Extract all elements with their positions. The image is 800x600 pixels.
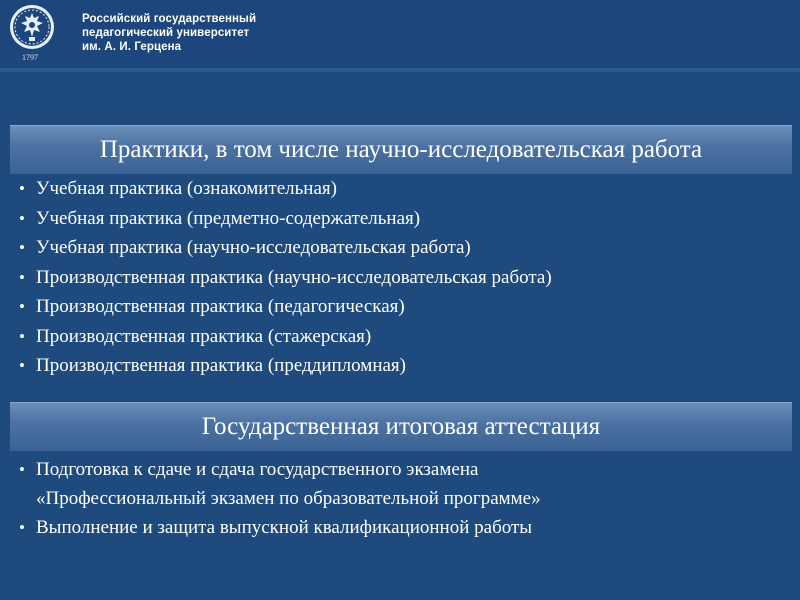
list-item-text: Производственная практика (научно-исследовательская работа) xyxy=(36,266,552,288)
list-item-text: Производственная практика (преддипломная) xyxy=(36,355,406,376)
bullet-icon: • xyxy=(19,297,25,316)
university-name-line: им. А. И. Герцена xyxy=(82,41,182,53)
bullet-icon: • xyxy=(19,460,25,479)
bullet-icon: • xyxy=(19,267,25,287)
university-name xyxy=(82,12,256,54)
list-item xyxy=(10,513,792,542)
list-item xyxy=(10,233,792,263)
list-item-text: Производственная практика (стажерская) xyxy=(36,325,372,347)
list-item xyxy=(10,292,792,322)
list-item xyxy=(10,455,792,513)
list-item-text: Выполнение и защита выпускной квалификационной работы xyxy=(36,517,533,538)
list-item xyxy=(10,322,792,352)
list-item-text: «Профессиональный экзамен по образовательной программе» xyxy=(36,488,541,509)
logo-year: 1797 xyxy=(22,53,38,62)
list-item xyxy=(10,263,792,293)
list-item xyxy=(10,204,792,234)
bullet-icon: • xyxy=(19,326,25,346)
bullet-icon: • xyxy=(19,179,25,198)
header-divider xyxy=(0,68,800,72)
section-title-practices: Практики, в том числе научно-исследовательская работа xyxy=(10,125,792,174)
list-item xyxy=(10,174,792,204)
bullet-icon: • xyxy=(19,208,25,228)
list-item-text: Учебная практика (ознакомительная) xyxy=(36,178,337,199)
university-name-line: педагогический университет xyxy=(82,27,250,39)
header-bar xyxy=(0,0,800,68)
bullet-icon: • xyxy=(19,356,25,375)
list-item-text: Производственная практика (педагогическая) xyxy=(36,296,405,317)
university-logo-icon xyxy=(9,4,55,50)
bullet-icon: • xyxy=(19,238,25,257)
university-name-line: Российский государственный xyxy=(82,13,257,25)
list-item xyxy=(10,351,792,381)
list-item-text: Подготовка к сдаче и сдача государственного экзамена xyxy=(36,459,479,480)
list-item-text: Учебная практика (предметно-содержательная) xyxy=(36,207,421,229)
section-title-attestation: Государственная итоговая аттестация xyxy=(10,402,792,451)
bullet-icon: • xyxy=(19,518,25,537)
attestation-list xyxy=(10,455,792,542)
list-item-text: Учебная практика (научно-исследовательская работа) xyxy=(36,237,471,258)
practices-list xyxy=(10,174,792,381)
